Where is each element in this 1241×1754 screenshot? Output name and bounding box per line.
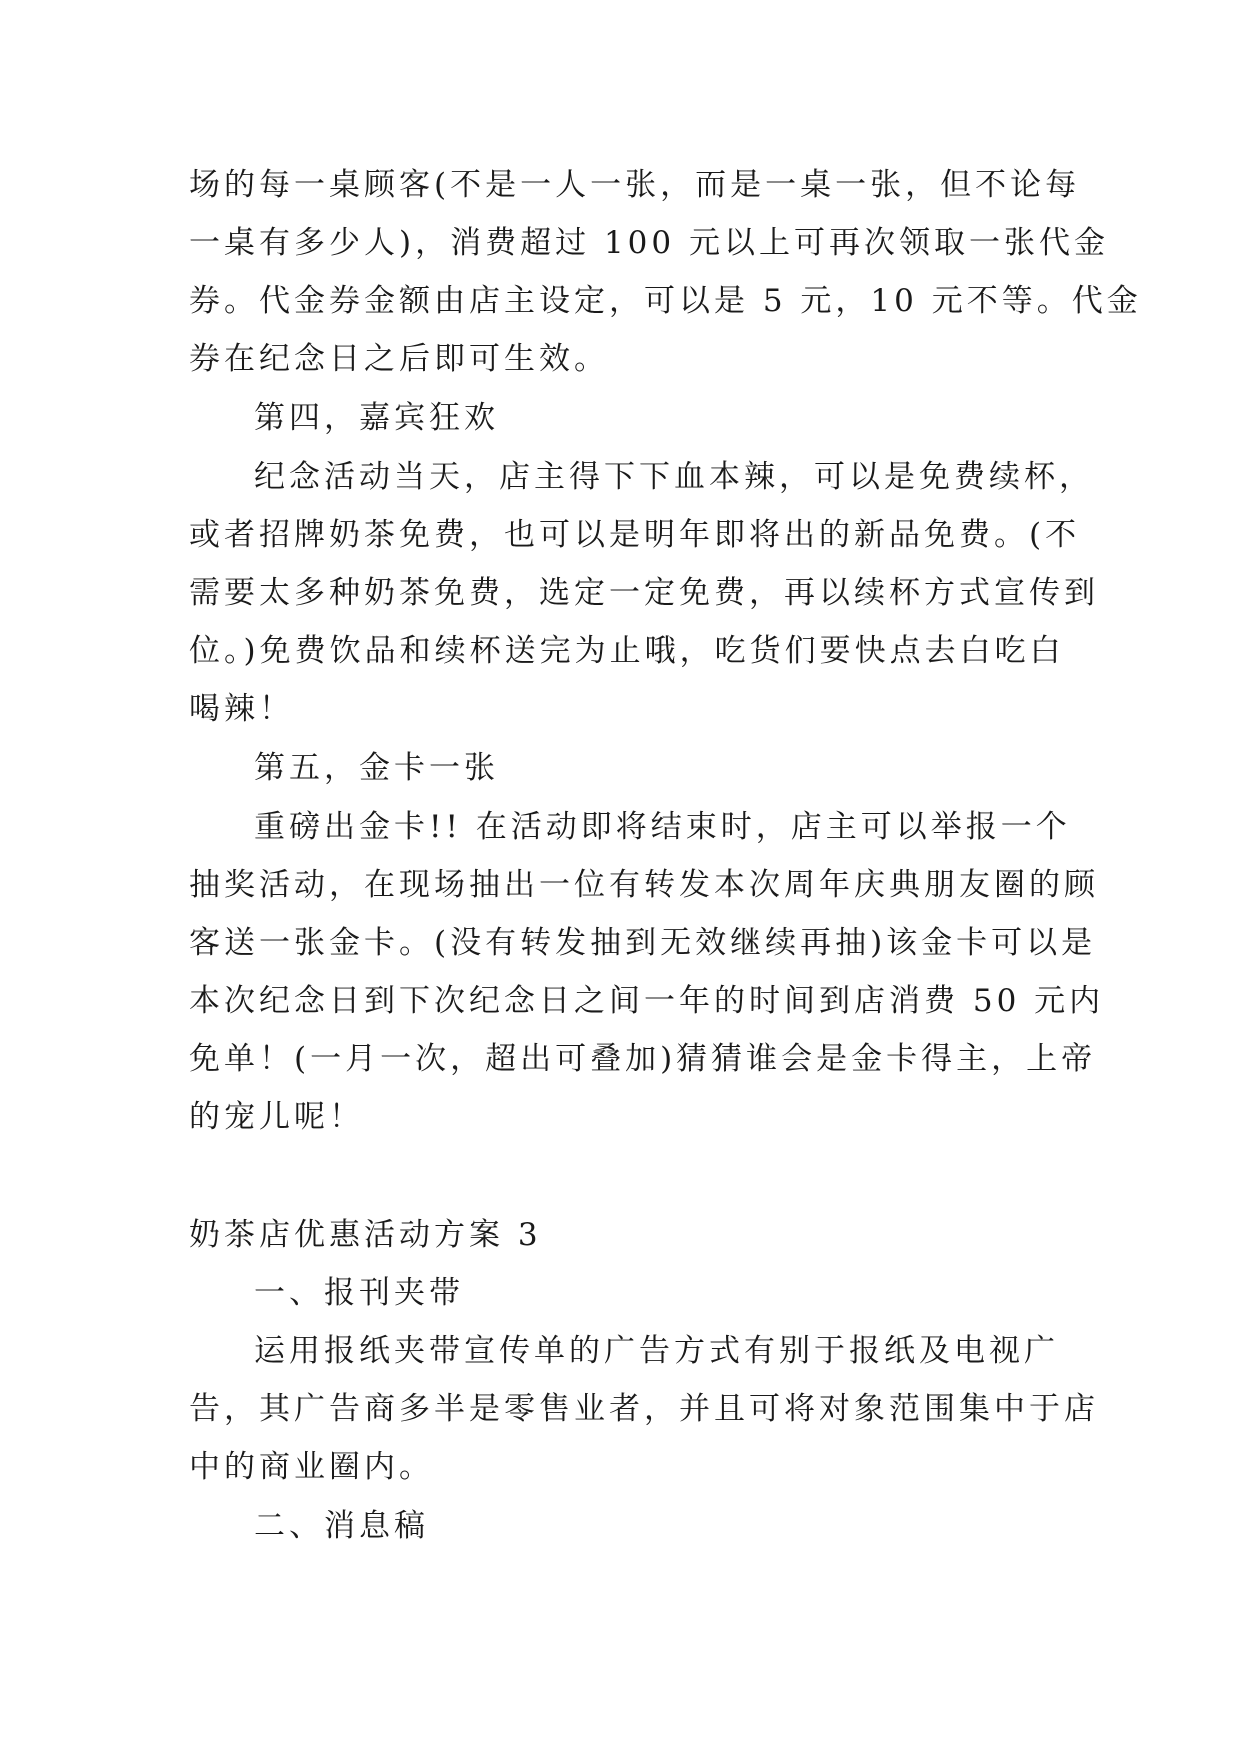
body-text-line: 位。)免费饮品和续杯送完为止哦，吃货们要快点去白吃白 bbox=[189, 633, 1065, 669]
body-text-line: 一桌有多少人)，消费超过 100 元以上可再次领取一张代金 bbox=[189, 225, 1109, 261]
body-text-line: 券。代金券金额由店主设定，可以是 5 元，10 元不等。代金 bbox=[189, 283, 1142, 319]
body-text-line: 客送一张金卡。(没有转发抽到无效继续再抽)该金卡可以是 bbox=[189, 925, 1097, 961]
body-text-line: 券在纪念日之后即可生效。 bbox=[189, 341, 609, 377]
body-text-line: 纪念活动当天，店主得下下血本辣，可以是免费续杯， bbox=[254, 459, 1094, 495]
body-text-line: 需要太多种奶茶免费，选定一定免费，再以续杯方式宣传到 bbox=[189, 575, 1099, 611]
body-text-line: 免单！(一月一次，超出可叠加)猜猜谁会是金卡得主，上帝 bbox=[189, 1041, 1097, 1077]
body-text-line: 重磅出金卡!! 在活动即将结束时，店主可以举报一个 bbox=[254, 809, 1071, 845]
section-heading: 第五，金卡一张 bbox=[254, 750, 499, 786]
body-text-line: 或者招牌奶茶免费，也可以是明年即将出的新品免费。(不 bbox=[189, 517, 1081, 553]
document-title: 奶茶店优惠活动方案 3 bbox=[189, 1217, 542, 1253]
section-heading: 二、消息稿 bbox=[254, 1508, 429, 1544]
body-text-line: 本次纪念日到下次纪念日之间一年的时间到店消费 50 元内 bbox=[189, 983, 1105, 1019]
body-text-line: 场的每一桌顾客(不是一人一张，而是一桌一张，但不论每 bbox=[189, 167, 1081, 203]
body-text-line: 的宠儿呢！ bbox=[189, 1099, 364, 1135]
body-text-line: 抽奖活动，在现场抽出一位有转发本次周年庆典朋友圈的顾 bbox=[189, 867, 1099, 903]
section-heading: 一、报刊夹带 bbox=[254, 1275, 464, 1311]
section-heading: 第四，嘉宾狂欢 bbox=[254, 400, 499, 436]
body-text-line: 运用报纸夹带宣传单的广告方式有别于报纸及电视广 bbox=[254, 1333, 1059, 1369]
body-text-line: 喝辣！ bbox=[189, 691, 294, 727]
body-text-line: 告，其广告商多半是零售业者，并且可将对象范围集中于店 bbox=[189, 1391, 1099, 1427]
body-text-line: 中的商业圈内。 bbox=[189, 1449, 434, 1485]
